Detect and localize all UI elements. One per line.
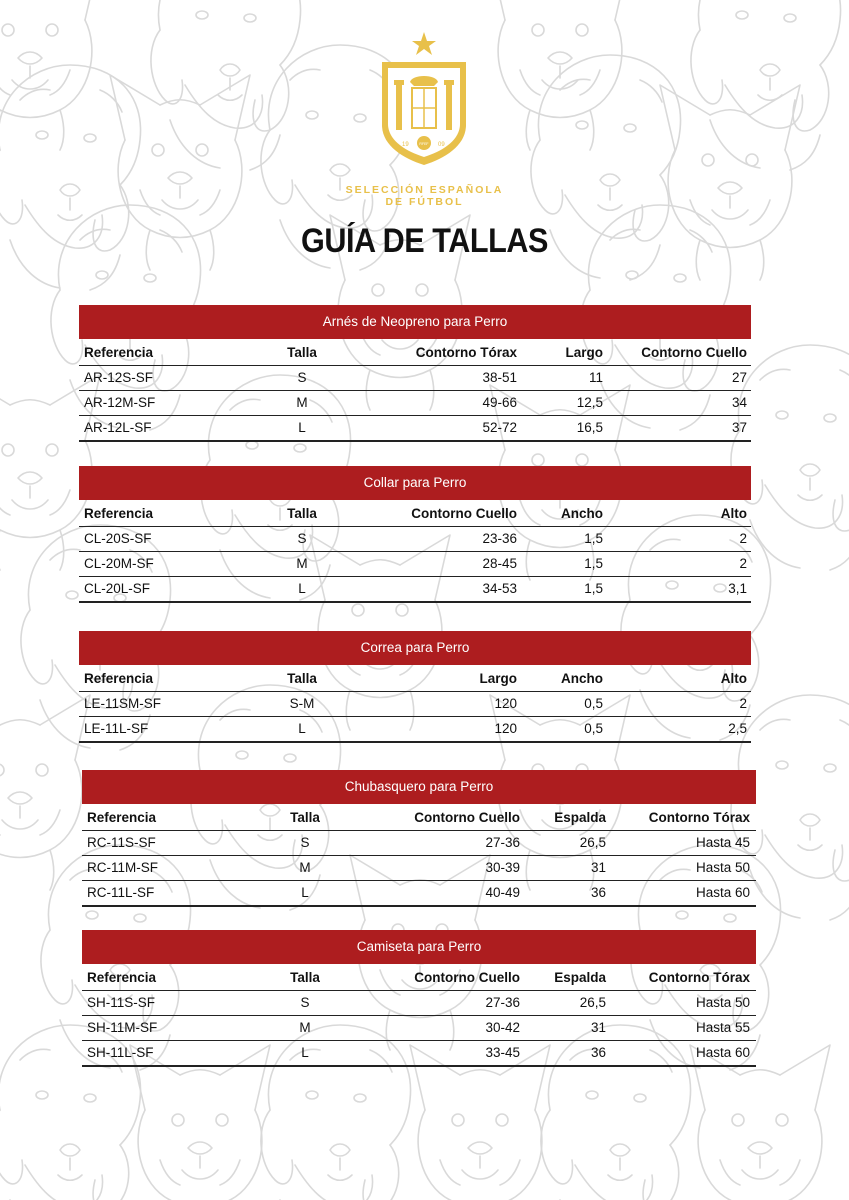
table-cell: S: [300, 995, 310, 1010]
table-cell: L: [301, 885, 309, 900]
federation-name-line1: SELECCIÓN ESPAÑOLA: [345, 184, 504, 196]
crest-year-right: 09: [438, 142, 445, 148]
table-cell: 0,5: [584, 721, 603, 736]
column-header: Talla: [290, 970, 320, 985]
column-header: Ancho: [561, 671, 603, 686]
table-cell: 2: [739, 556, 747, 571]
column-header: Alto: [720, 671, 747, 686]
table-cell: CL-20L-SF: [84, 581, 151, 596]
table-cell: 34: [731, 395, 747, 410]
table-cell: 0,5: [584, 696, 603, 711]
table-cell: Hasta 50: [695, 995, 750, 1010]
table-cell: S-M: [289, 696, 315, 711]
table-cell: 33-45: [485, 1045, 520, 1060]
column-header: Referencia: [84, 506, 154, 521]
table-cell: RC-11M-SF: [87, 860, 159, 875]
federation-crest-logo: [374, 30, 474, 170]
table-cell: 2: [739, 531, 747, 546]
table-cell: 120: [494, 696, 517, 711]
table-cell: 27-36: [485, 835, 520, 850]
table-cell: M: [299, 1020, 311, 1035]
table-cell: 2: [739, 696, 747, 711]
table-cell: 120: [494, 721, 517, 736]
column-header: Talla: [287, 506, 317, 521]
table-row: [82, 831, 756, 856]
table-row: [79, 577, 751, 603]
table-cell: Hasta 45: [695, 835, 750, 850]
table-cell: Hasta 60: [695, 885, 750, 900]
table-row: [82, 991, 756, 1016]
column-header: Talla: [290, 810, 320, 825]
column-header: Contorno Tórax: [648, 810, 750, 825]
table-cell: 34-53: [482, 581, 517, 596]
table-cell: 49-66: [482, 395, 517, 410]
size-table-leash: [79, 631, 751, 743]
table-cell: RC-11L-SF: [87, 885, 155, 900]
table-cell: SH-11M-SF: [87, 1020, 158, 1035]
size-table-raincoat: [82, 770, 756, 907]
column-header: Referencia: [84, 671, 154, 686]
table-cell: RC-11S-SF: [87, 835, 156, 850]
table-cell: 27-36: [485, 995, 520, 1010]
column-header: Referencia: [84, 345, 154, 360]
column-header: Ancho: [561, 506, 603, 521]
column-header: Contorno Cuello: [411, 506, 517, 521]
page-title: GUÍA DE TALLAS: [301, 222, 548, 260]
table-row: [79, 692, 751, 717]
star-icon: [412, 32, 436, 55]
table-cell: M: [296, 556, 308, 571]
table-cell: 1,5: [584, 581, 603, 596]
table-cell: AR-12M-SF: [84, 395, 156, 410]
table-row: [79, 717, 751, 743]
table-cell: 3,1: [728, 581, 747, 596]
table-cell: 12,5: [576, 395, 603, 410]
table-cell: L: [298, 581, 306, 596]
table-cell: 23-36: [482, 531, 517, 546]
table-cell: 28-45: [482, 556, 517, 571]
table-cell: 30-39: [485, 860, 520, 875]
table-row: [82, 881, 756, 907]
table-cell: LE-11SM-SF: [84, 696, 162, 711]
table-cell: Hasta 55: [695, 1020, 750, 1035]
table-cell: M: [299, 860, 311, 875]
table-cell: S: [297, 370, 307, 385]
table-cell: Hasta 60: [695, 1045, 750, 1060]
table-cell: CL-20S-SF: [84, 531, 152, 546]
table-header-row: [79, 339, 751, 366]
column-header: Contorno Cuello: [414, 810, 520, 825]
table-cell: 1,5: [584, 556, 603, 571]
column-header: Referencia: [87, 970, 157, 985]
table-cell: SH-11L-SF: [87, 1045, 154, 1060]
table-cell: 11: [588, 370, 603, 385]
table-cell: CL-20M-SF: [84, 556, 154, 571]
table-cell: AR-12L-SF: [84, 420, 152, 435]
table-cell: 26,5: [579, 835, 606, 850]
table-title: Correa para Perro: [79, 631, 751, 665]
column-header: Contorno Cuello: [641, 345, 747, 360]
size-table-tshirt: [82, 930, 756, 1067]
size-table-harness: [79, 305, 751, 442]
size-table-collar: [79, 466, 751, 603]
table-cell: 36: [590, 1045, 606, 1060]
column-header: Largo: [479, 671, 517, 686]
table-cell: Hasta 50: [695, 860, 750, 875]
table-header-row: [82, 964, 756, 991]
table-cell: 1,5: [584, 531, 603, 546]
table-title: Arnés de Neopreno para Perro: [79, 305, 751, 339]
column-header: Espalda: [554, 970, 606, 985]
table-cell: AR-12S-SF: [84, 370, 154, 385]
table-cell: S: [300, 835, 310, 850]
table-row: [79, 391, 751, 416]
table-row: [79, 366, 751, 391]
table-cell: L: [298, 420, 306, 435]
table-cell: 31: [590, 1020, 606, 1035]
table-row: [82, 1016, 756, 1041]
column-header: Talla: [287, 671, 317, 686]
table-cell: 40-49: [485, 885, 520, 900]
column-header: Espalda: [554, 810, 606, 825]
column-header: Largo: [565, 345, 603, 360]
table-header-row: [79, 665, 751, 692]
crest-year-left: 19: [402, 142, 409, 148]
table-row: [82, 1041, 756, 1067]
column-header: Contorno Tórax: [415, 345, 517, 360]
table-cell: SH-11S-SF: [87, 995, 156, 1010]
table-cell: 30-42: [485, 1020, 520, 1035]
table-cell: S: [297, 531, 307, 546]
table-cell: 31: [590, 860, 606, 875]
table-cell: 38-51: [482, 370, 517, 385]
table-cell: 27: [731, 370, 747, 385]
table-cell: 37: [731, 420, 747, 435]
table-row: [82, 856, 756, 881]
column-header: Referencia: [87, 810, 157, 825]
table-header-row: [82, 804, 756, 831]
table-cell: 2,5: [728, 721, 747, 736]
table-title: Collar para Perro: [79, 466, 751, 500]
table-title: Chubasquero para Perro: [82, 770, 756, 804]
column-header: Talla: [287, 345, 317, 360]
table-title: Camiseta para Perro: [82, 930, 756, 964]
table-cell: 36: [590, 885, 606, 900]
table-cell: LE-11L-SF: [84, 721, 149, 736]
column-header: Contorno Tórax: [648, 970, 750, 985]
table-cell: M: [296, 395, 308, 410]
column-header: Alto: [720, 506, 747, 521]
table-cell: 16,5: [576, 420, 603, 435]
federation-name-line2: DE FÚTBOL: [385, 196, 464, 208]
table-cell: L: [298, 721, 306, 736]
table-header-row: [79, 500, 751, 527]
table-cell: 26,5: [579, 995, 606, 1010]
table-row: [79, 527, 751, 552]
column-header: Contorno Cuello: [414, 970, 520, 985]
table-cell: 52-72: [482, 420, 517, 435]
crest-initials: RFEF: [419, 142, 429, 146]
table-row: [79, 552, 751, 577]
table-row: [79, 416, 751, 442]
table-cell: L: [301, 1045, 309, 1060]
